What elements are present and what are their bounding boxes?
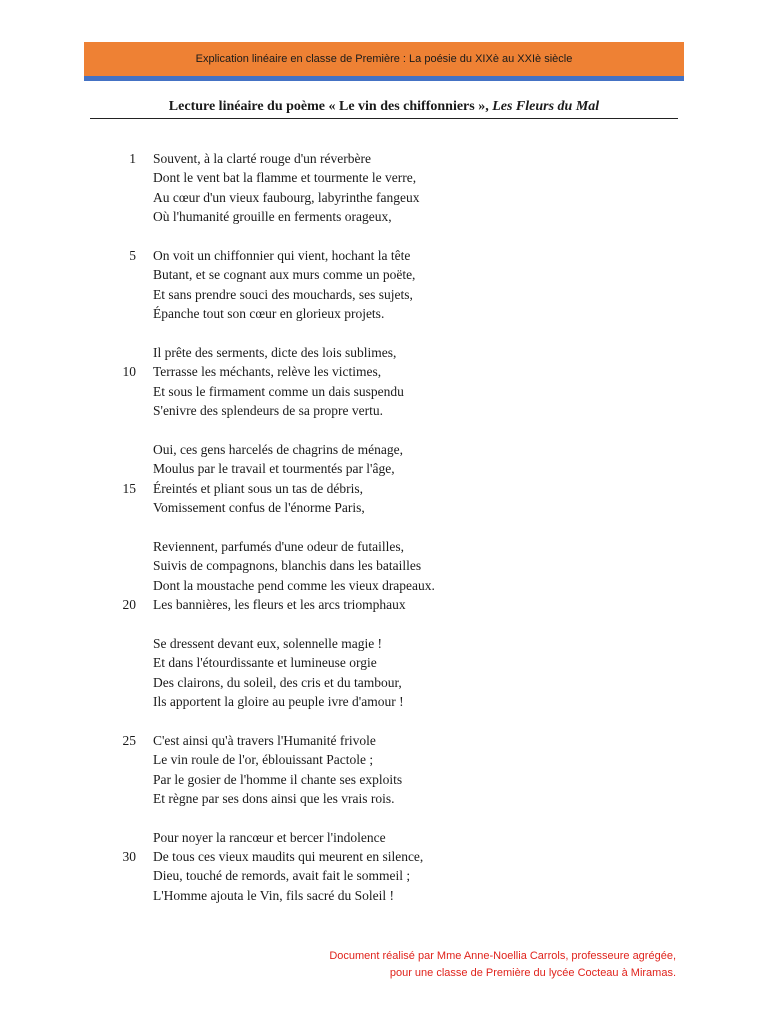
document-title-main: Lecture linéaire du poème « Le vin des chiffonniers », (168, 99, 493, 114)
verse-line (110, 149, 610, 168)
verse-line (110, 789, 610, 808)
verse-line (110, 866, 610, 885)
stanza-break (110, 324, 610, 343)
footer-credit-line-2: pour une classe de Première du lycée Cocteau à Miramas. (389, 967, 676, 979)
verse-text: Dont le vent bat la flamme et tourmente le verre, (153, 170, 417, 186)
verse-text: C'est ainsi qu'à travers l'Humanité frivole (153, 732, 376, 748)
verse-line (110, 634, 610, 653)
verse-line (110, 343, 610, 362)
verse-line (110, 673, 610, 692)
verse-text: Des clairons, du soleil, des cris et du tambour, (153, 674, 402, 690)
verse-text: Suivis de compagnons, blanchis dans les batailles (153, 558, 422, 574)
verse-text: S'enivre des splendeurs de sa propre vertu. (153, 403, 383, 419)
verse-line (110, 498, 610, 517)
stanza (110, 440, 610, 518)
verse-text: Vomissement confus de l'énorme Paris, (153, 500, 365, 516)
stanza (110, 343, 610, 421)
document-title (90, 98, 678, 116)
verse-text: Ils apportent la gloire au peuple ivre d'amour ! (153, 693, 404, 709)
footer-credit (329, 948, 676, 982)
verse-text: Souvent, à la clarté rouge d'un réverbère (153, 151, 371, 166)
verse-line (110, 828, 610, 847)
title-underline (90, 118, 678, 119)
verse-text: Les bannières, les fleurs et les arcs triomphaux (153, 596, 406, 612)
poem-text (110, 149, 610, 905)
stanza-break (110, 227, 610, 246)
verse-line (110, 246, 610, 265)
verse-text: L'Homme ajouta le Vin, fils sacré du Soleil ! (153, 887, 394, 903)
verse-text: Par le gosier de l'homme il chante ses exploits (153, 771, 403, 787)
stanza-break (110, 711, 610, 730)
verse-line (110, 770, 610, 789)
verse-line (110, 731, 610, 750)
verse-line (110, 692, 610, 711)
verse-line (110, 285, 610, 304)
verse-text: Épanche tout son cœur en glorieux projets. (153, 306, 385, 322)
verse-text: Où l'humanité grouille en ferments orageux, (153, 209, 392, 225)
verse-line (110, 537, 610, 556)
stanza (110, 634, 610, 712)
verse-line (110, 168, 610, 187)
line-number: 25 (122, 732, 136, 748)
verse-line (110, 576, 610, 595)
header-banner-text: Explication linéaire en classe de Première : La poésie du XIXè au XXIè siècle (195, 53, 573, 65)
verse-text: Le vin roule de l'or, éblouissant Pactole ; (153, 752, 374, 768)
verse-text: Il prête des serments, dicte des lois sublimes, (153, 344, 397, 360)
verse-line (110, 265, 610, 284)
verse-line (110, 459, 610, 478)
verse-text: Dont la moustache pend comme les vieux drapeaux. (153, 577, 435, 593)
header-stripe (84, 76, 684, 81)
stanza (110, 149, 610, 227)
line-number: 10 (122, 364, 136, 380)
verse-line (110, 304, 610, 323)
verse-text: Éreintés et pliant sous un tas de débris, (153, 480, 363, 496)
verse-line (110, 382, 610, 401)
verse-text: Terrasse les méchants, relève les victimes, (153, 364, 382, 380)
stanza (110, 731, 610, 809)
verse-line (110, 362, 610, 381)
verse-line (110, 653, 610, 672)
stanza (110, 828, 610, 906)
stanza (110, 246, 610, 324)
stanza-break (110, 614, 610, 633)
verse-line (110, 188, 610, 207)
verse-text: Reviennent, parfumés d'une odeur de futailles, (153, 538, 404, 554)
line-number: 5 (129, 247, 136, 263)
verse-text: On voit un chiffonnier qui vient, hochant la tête (153, 247, 411, 263)
line-number: 1 (129, 151, 136, 166)
stanza-break (110, 420, 610, 439)
verse-text: Oui, ces gens harcelés de chagrins de ménage, (153, 441, 404, 457)
verse-text: Moulus par le travail et tourmentés par l'âge, (153, 461, 395, 477)
stanza (110, 537, 610, 615)
document-title-work: Les Fleurs du Mal (492, 99, 600, 114)
verse-line (110, 886, 610, 905)
verse-text: Butant, et se cognant aux murs comme un poëte, (153, 267, 416, 283)
verse-line (110, 595, 610, 614)
verse-text: De tous ces vieux maudits qui meurent en silence, (153, 849, 424, 865)
verse-line (110, 479, 610, 498)
footer-credit-line-1: Document réalisé par Mme Anne-Noellia Carrols, professeure agrégée, (329, 950, 676, 962)
stanza-break (110, 517, 610, 536)
verse-text: Et sous le firmament comme un dais suspendu (153, 383, 404, 399)
header-banner (84, 42, 684, 76)
verse-text: Et sans prendre souci des mouchards, ses sujets, (153, 286, 413, 302)
verse-line (110, 556, 610, 575)
verse-text: Et règne par ses dons ainsi que les vrais rois. (153, 790, 395, 806)
verse-text: Pour noyer la rancœur et bercer l'indolence (153, 829, 386, 845)
verse-text: Dieu, touché de remords, avait fait le sommeil ; (153, 868, 411, 884)
verse-line (110, 207, 610, 226)
verse-text: Et dans l'étourdissante et lumineuse orgie (153, 655, 377, 671)
verse-text: Se dressent devant eux, solennelle magie ! (153, 635, 383, 651)
stanza-break (110, 808, 610, 827)
verse-line (110, 847, 610, 866)
line-number: 30 (122, 849, 136, 865)
verse-line (110, 401, 610, 420)
verse-line (110, 750, 610, 769)
verse-text: Au cœur d'un vieux faubourg, labyrinthe fangeux (153, 189, 420, 205)
line-number: 20 (122, 596, 136, 612)
verse-line (110, 440, 610, 459)
line-number: 15 (122, 480, 136, 496)
